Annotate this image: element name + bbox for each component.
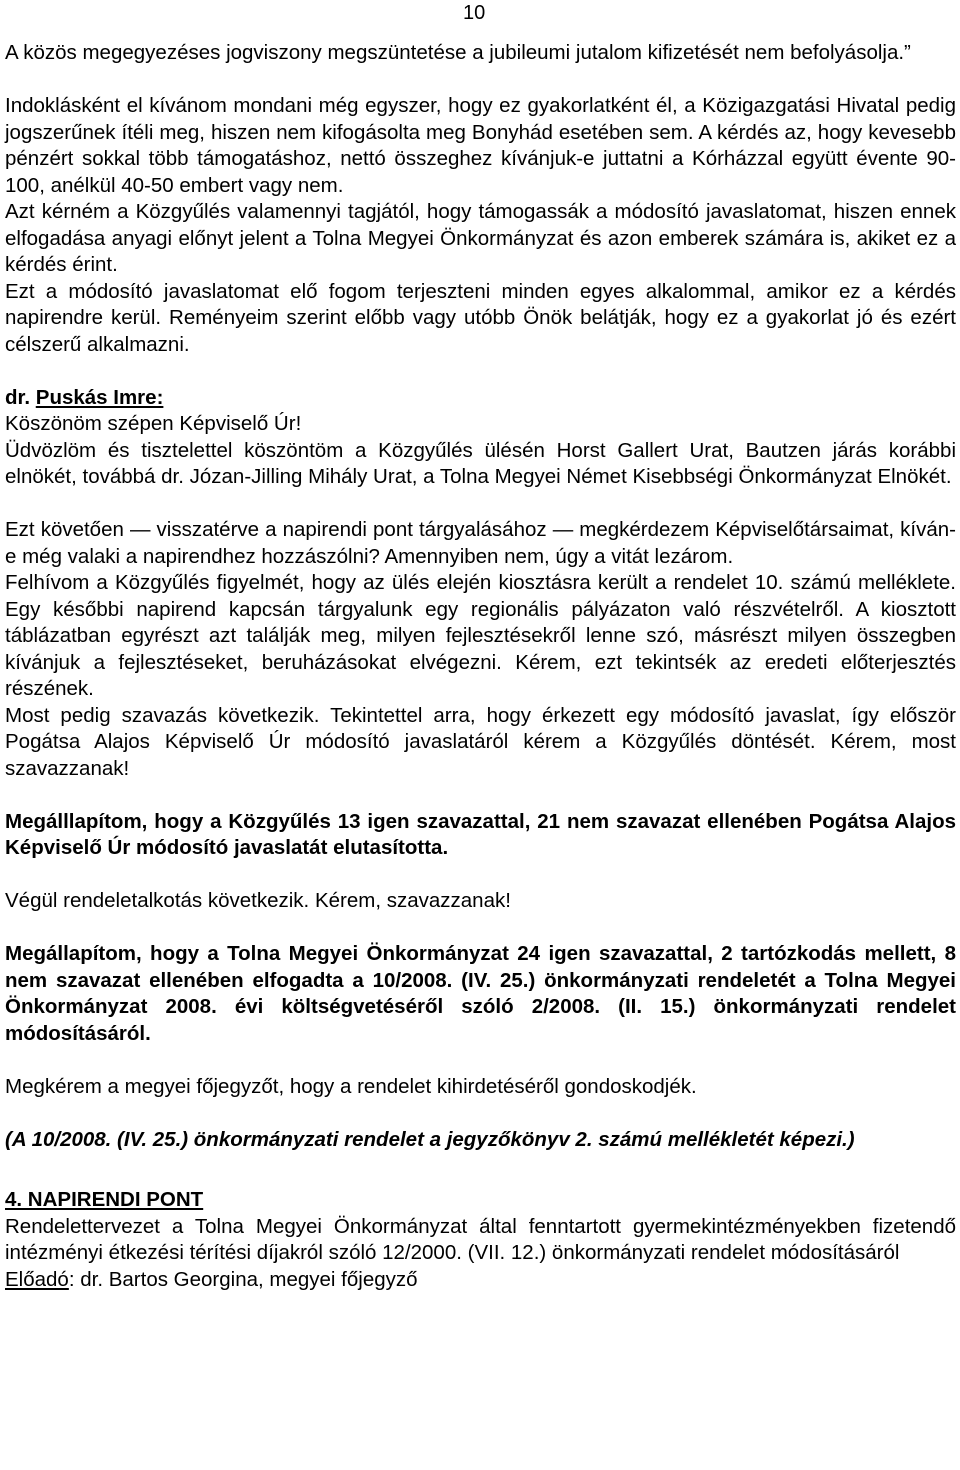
paragraph-6: Üdvözlöm és tisztelettel köszöntöm a Közgyűlés ülésén Horst Gallert Urat, Bautzen járás korábbi elnökét, továbbá dr. Józan-Jilling Mihály Urat, a Tolna Megyei Német Kisebbségi Önkormányzat Elnökét. bbox=[5, 438, 956, 488]
agenda-title: Rendelettervezet a Tolna Megyei Önkormányzat által fenntartott gyermekintézményekben fizetendő intézményi étkezési térítési díjakról szóló 12/2000. (VII. 12.) önkormányzati rendelet módosításáról bbox=[5, 1214, 956, 1264]
spacer bbox=[5, 1100, 956, 1127]
document-body bbox=[5, 40, 956, 1293]
paragraph-2: Indoklásként el kívánom mondani még egyszer, hogy ez gyakorlatként él, a Közigazgatási Hivatal pedig jogszerűnek ítéli meg, hiszen nem kifogásolta meg Bonyhád esetében sem. A kérdés az, hogy kevesebb pénzért sokkal több támogatáshoz, nettó összeghez kívánjuk-e juttatni a Kórházzal együtt évente 90-100, anélkül 40-50 embert vagy nem. bbox=[5, 94, 956, 197]
paragraph-11: Végül rendeletalkotás következik. Kérem, szavazzanak! bbox=[5, 889, 511, 912]
spacer bbox=[5, 1153, 956, 1187]
paragraph-3: Azt kérném a Közgyűlés valamennyi tagjától, hogy támogassák a módosító javaslatomat, hiszen ennek elfogadása anyagi előnyt jelent a Tolna Megyei Önkormányzat és azon emberek számára is, akiket ez a kérdés érint. bbox=[5, 200, 956, 276]
annex-note: (A 10/2008. (IV. 25.) önkormányzati rendelet a jegyzőkönyv 2. számú mellékletét képezi.) bbox=[5, 1127, 855, 1151]
resolution-2: Megállapítom, hogy a Tolna Megyei Önkormányzat 24 igen szavazattal, 2 tartózkodás mellett, 8 nem szavazat ellenében elfogadta a 10/2008. (IV. 25.) önkormányzati rendeletét a Tolna Megyei Önkormányzat 2008. évi költségvetéséről szóló 2/2008. (II. 15.) önkormányzati rendelet módosításáról. bbox=[5, 942, 956, 1045]
page-number: 10 bbox=[463, 2, 486, 24]
resolution-1: Megálllapítom, hogy a Közgyűlés 13 igen szavazattal, 21 nem szavazat ellenében Pogátsa Alajos Képviselő Úr módosító javaslatát elutasította. bbox=[5, 809, 956, 859]
spacer bbox=[5, 491, 956, 518]
spacer bbox=[5, 782, 956, 809]
speaker-name: Puskás Imre: bbox=[35, 385, 164, 409]
paragraph-7: Ezt követően — visszatérve a napirendi pont tárgyalásához — megkérdezem Képviselőtársaimat, kíván-e még valaki a napirendhez hozzászólni? Amennyiben nem, úgy a vitát lezárom. bbox=[5, 518, 956, 568]
speaker-prefix: dr. bbox=[5, 385, 36, 409]
paragraph-13: Megkérem a megyei főjegyzőt, hogy a rendelet kihirdetéséről gondoskodjék. bbox=[5, 1074, 697, 1098]
paragraph-8: Felhívom a Közgyűlés figyelmét, hogy az ülés elején kiosztásra került a rendelet 10. számú melléklete. Egy későbbi napirend kapcsán tárgyalunk egy regionális pályázaton való részvételről. A kiosztott táblázatban egyrészt azt találják meg, milyen fejlesztésekről lenne szó, másrészt milyen összegben kívánjuk a fejlesztéseket, beruházásokat elvégezni. Kérem, ezt tekintsék az eredeti előterjesztés részének. bbox=[5, 571, 956, 700]
paragraph-5: Köszönöm szépen Képviselő Úr! bbox=[5, 412, 302, 435]
presenter-label: Előadó bbox=[5, 1267, 69, 1291]
spacer bbox=[5, 915, 956, 942]
paragraph-9: Most pedig szavazás következik. Tekintettel arra, hogy érkezett egy módosító javaslat, így először Pogátsa Alajos Képviselő Úr módosító javaslatáról kérem a Közgyűlés döntését. Kérem, most szavazzanak! bbox=[5, 703, 956, 780]
presenter-line bbox=[5, 1267, 956, 1294]
paragraph-4: Ezt a módosító javaslatomat elő fogom terjeszteni minden egyes alkalommal, amikor ez a kérdés napirendre kerül. Reményeim szerint előbb vagy utóbb Önök belátják, hogy ez a gyakorlat jó és ezért célszerű alkalmazni. bbox=[5, 279, 956, 356]
spacer bbox=[5, 67, 956, 94]
agenda-heading: 4. NAPIRENDI PONT bbox=[5, 1188, 204, 1211]
presenter-value: : dr. Bartos Georgina, megyei főjegyző bbox=[68, 1267, 418, 1291]
speaker-line bbox=[5, 385, 956, 412]
paragraph-1: A közös megegyezéses jogviszony megszüntetése a jubileumi jutalom kifizetését nem befolyásolja.” bbox=[5, 41, 911, 64]
spacer bbox=[5, 862, 956, 889]
spacer bbox=[5, 358, 956, 385]
spacer bbox=[5, 1047, 956, 1074]
